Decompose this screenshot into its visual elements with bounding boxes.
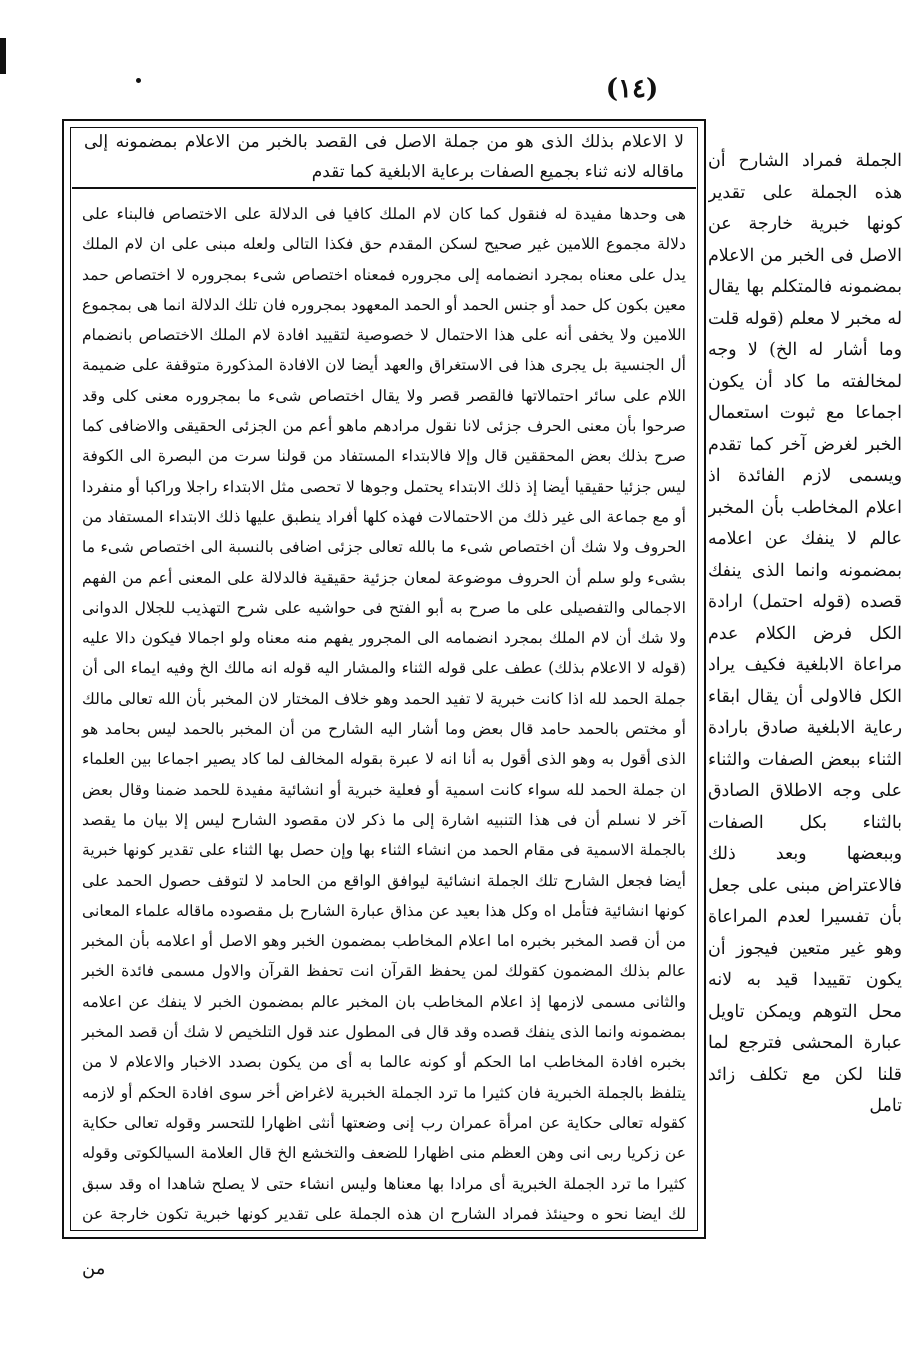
main-frame [62,119,706,1239]
catchword: من [82,1258,106,1279]
ink-dot [136,78,141,83]
main-commentary-text: هى وحدها مفيدة له فنقول كما كان لام الملك كافيا فى الدلالة على الاختصاص فالبناء على دلالة مجموع اللامين غير صحيح لسكن المقدم حق فكذا التالى ولعله مبنى على ان لام الملك يدل على معناه بمجرد انضمامه إلى مجروره فمعناه اختصاص شىء بمجروره لا اختصاص حمد معين بكون كل حمد أو جنس الحمد أو الحمد المعهود بمجروره فان تلك الدلالة انما هى بمجموع اللامين ولا يخفى أنه على هذا الاحتمال لا خصوصية لتقييد افادة لام الملك الاختصاص بانضمام أل الجنسية بل يجرى هذا فى الاستغراق والعهد أيضا لان الافادة المذكورة متوقفة على ضميمة اللام على سائر احتمالاتها فالقصر قصر ولا يقال اختصاص شىء ما بمجروره معنى كلى وقد صرحوا بأن معنى الحرف جزئى لانا نقول مرادهم ماهو أعم من الجزئى الحقيقى والاضافى كما صرح بذلك بعض المحققين قال وإلا فالابتداء المستفاد من قولنا سرت من البصرة الى الكوفة ليس جزئيا حقيقيا أيضا إذ ذلك الابتداء يحتمل وجوها لا تحصى مثل الابتداء راجلا وراكبا أو منفردا أو مع جماعة الى غير ذلك من الاحتمالات فهذه كلها أفراد ينطبق عليها ذلك الابتداء المستفاد من الحروف ولا شك أن اختصاص شىء ما بالله تعالى جزئى اضافى بالنسبة الى اختصاص شىء ما بشىء ولو سلم أن الحروف موضوعة لمعان جزئية حقيقية فالدلالة على المعنى أعم من الفهم الاجمالى والتفصيلى على ما صرح به أبو الفتح فى حواشيه على شرح التهذيب للجلال الدوانى ولا شك أن لام الملك بمجرد انضمامه الى المجرور يفهم منه معناه ولو اجمالا فيكون دالا عليه (قوله لا الاعلام بذلك) عطف على قوله الثناء والمشار اليه قوله انه مالك الخ وفيه ايماء الى أن جملة الحمد لله اذا كانت خبرية لا تفيد الحمد وهو خلاف المختار لان المخبر بأن الله تعالى مالك أو مختص بالحمد حامد قال بعض وما أشار اليه الشارح من أن المخبر بالحمد ليس بحامد هو الذى أقول به وهو الذى أقول به أنا انه لا عبرة بقوله المخالف لما كاد يصير اجماعا بين العلماء ان جملة الحمد لله سواء كانت اسمية أو فعلية خبرية أو انشائية مفيدة للحمد ضمنا وقال بعض آخر لا نسلم أن فى هذا التنبيه اشارة إلى ما ذكر لان مقصود الشارح ليس إلا بيان ما يقصد بالجملة الاسمية فى مقام الحمد من انشاء الثناء بها وإن حصل بها الثناء على تقدير كونها خبرية أيضا فجعل الشارح تلك الجملة انشائية ليوافق الواقع من الحامد لا لتوقف حصول الحمد على كونها انشائية فتأمل اه وكل هذا بعيد عن مذاق عبارة الشارح بل مقصوده ماقاله علماء المعانى من أن قصد المخبر بخبره اما اعلام المخاطب بمضمون الخبر وهو الاصل أو اعلامه بأن المخبر عالم بذلك المضمون كقولك لمن يحفظ القرآن انت تحفظ القرآن والاول مسمى فائدة الخبر والثانى مسمى لازمها إذ اعلام المخاطب بان المخبر عالم بمضمون الخبر لا ينفك عن اعلامه بمضمونه وانما الذى ينفك قصده وقد قال فى المطول عند قول التلخيص لا شك أن قصد المخبر بخبره افادة المخاطب اما الحكم أو كونه عالما به أى من يكون بصدد الاخبار والاعلام لا من يتلفظ بالجملة الخبرية فان كثيرا ما ترد الجملة الخبرية لاغراض أخر سوى افادة الحكم أو لازمه كقوله تعالى حكاية عن امرأة عمران رب إنى وضعتها أنثى اظهارا للتحسر وقوله تعالى حكاية عن زكريا ربى انى وهن العظم منى اظهارا للضعف والتخشع الخ قال العلامة السيالكوتى وقوله كثيرا ما ترد الجملة الخبرية أى مرادا بها معناها وليس انشاء حتى لا يصلح شاهدا اه وقد سبق لك ايضا نحو ه وحينئذ فمراد الشارح ان هذه الجملة على تقدير كونها خبرية تكون خارجة عن [82,205,686,1223]
page-number: (١٤) [605,74,659,104]
page-edge-mark [0,38,6,74]
top-text-box: لا الاعلام بذلك الذى هو من جملة الاصل فى القصد بالخبر من الاعلام بمضمونه إلى ماقاله لانه ثناء بجميع الصفات برعاية الابلغية كما تقدم [72,127,696,189]
margin-gloss-column: الجملة فمراد الشارح أن هذه الجملة على تقدير كونها خبرية خارجة عن الاصل فى الخبر من الاعلام بمضمونه فالمتكلم بها يقال له مخبر لا معلم (قوله قلت وما أشار له الخ) لا وجه لمخالفته ما كاد أن يكون اجماعا مع ثبوت استعمال الخبر لغرض آخر كما تقدم ويسمى لازم الفائدة اذ اعلام المخاطب بأن المخبر عالم لا ينفك عن اعلامه بمضمونه وانما الذى ينفك قصده (قوله احتمل) ارادة الكل فرض الكلام عدم مراعاة الابلغية فكيف يراد الكل فالاولى أن يقال ابقاء رعاية الابلغية صادق بارادة الثناء ببعض الصفات والثناء على وجه الاطلاق الصادق بالثناء بكل الصفات وببعضها وبعد ذلك فالاعتراض مبنى على جعل بأن تفسيرا لعدم المراعاة وهو غير متعين فيجوز أن يكون تقييدا قيد به لانه محل التوهم ويمكن تاويل عبارة المحشى فترجع لما قلنا لكن مع تكلف زائد تامل [708,151,902,1116]
